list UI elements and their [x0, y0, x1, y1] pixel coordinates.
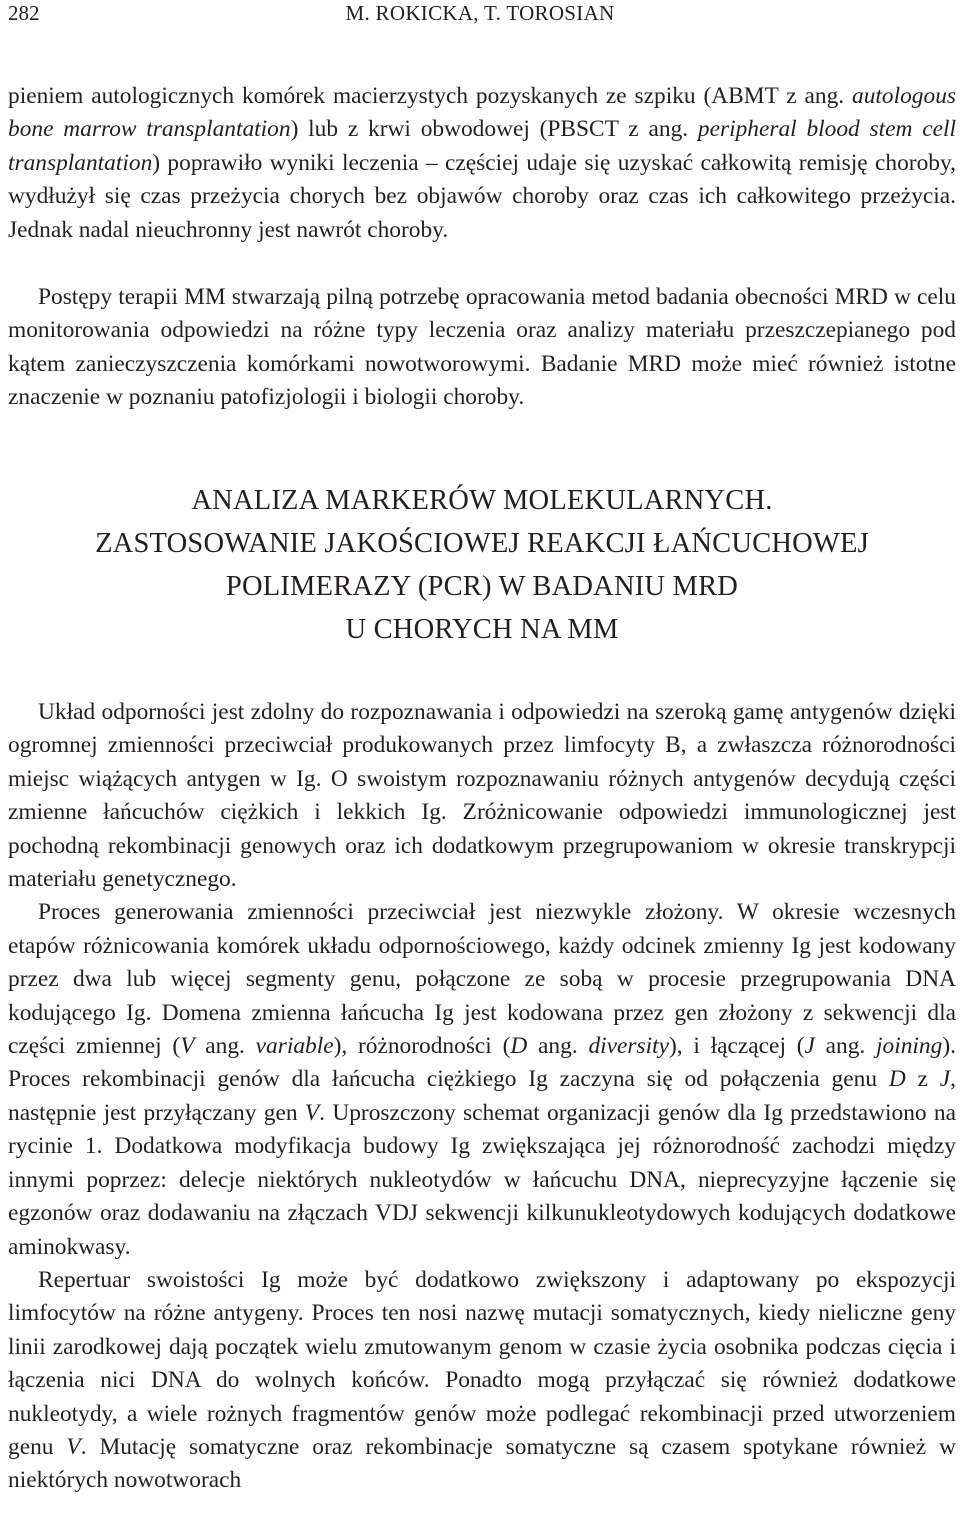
italic-term: diversity — [588, 1033, 669, 1060]
italic-term: D — [888, 1066, 906, 1093]
text-run: ), różnorodności ( — [333, 1033, 511, 1060]
text-run: ) lub z krwi obwodowej (PBSCT z ang. — [290, 116, 698, 143]
italic-term: J — [939, 1066, 951, 1093]
italic-term: joining — [876, 1033, 943, 1060]
text-run: Proces generowania zmienności przeciwciał jest niezwykle złożony. W okresie wczesnych etapów różnicowania komórek układu odpornościowego, każdy odcinek zmienny Ig jest kodowany przez dwa lub więcej segmenty genu, połączone ze sobą w procesie przegrupowania DNA kodującego Ig. Domena zmienna łańcucha Ig jest kodowana przez gen złożony z sekwencji dla części zmiennej ( — [8, 899, 956, 1060]
body-paragraph-1: Układ odporności jest zdolny do rozpoznawania i odpowiedzi na szeroką gamę antygenów dzięki ogromnej zmienności przeciwciał produkowanych przez limfocyty B, a zwłaszcza różnorodności miejsc wiążących antygen w Ig. O swoistym rozpoznawaniu różnych antygenów decydują części zmienne łańcuchów ciężkich i lekkich Ig. Zróżnicowanie odpowiedzi immunologicznej jest pochodną rekombinacji genowych oraz ich dodatkowym przegrupowaniom w okresie transkrypcji materiału genetycznego. — [8, 699, 956, 893]
section-heading-line: POLIMERAZY (PCR) W BADANIU MRD — [225, 571, 739, 602]
italic-term: J — [804, 1033, 815, 1060]
text-run: ang. — [527, 1033, 589, 1060]
text-run: z — [905, 1066, 940, 1093]
text-run: , następnie jest przyłączany gen — [8, 1066, 956, 1126]
italic-term: autologous bone marrow transplantation — [8, 83, 956, 143]
section-body — [8, 696, 956, 1498]
section-heading-line: ZASTOSOWANIE JAKOŚCIOWEJ REAKCJI ŁAŃCUCHOWEJ — [95, 528, 869, 559]
intro-paragraph-2: Postępy terapii MM stwarzają pilną potrzebę opracowania metod badania obecności MRD w celu monitorowania odpowiedzi na różne typy leczenia oraz analizy materiału przeszczepianego pod kątem zanieczyszczenia komórkami nowotworowymi. Badanie MRD może mieć również istotne znaczenie w poznaniu patofizjologii i biologii choroby. — [8, 284, 956, 411]
italic-term: V — [180, 1033, 195, 1060]
text-run: ) poprawiło wyniki leczenia – częściej udaje się uzyskać całkowitą remisję choroby, wydłużył się czas przeżycia chorych bez objawów choroby oraz czas ich całkowitego przeżycia. Jednak nadal nieuchronny jest nawrót choroby. — [8, 149, 956, 243]
italic-term: variable — [255, 1033, 334, 1060]
italic-term: V — [304, 1099, 320, 1126]
text-run: pieniem autologicznych komórek macierzystych pozyskanych ze szpiku (ABMT z ang. — [8, 83, 853, 109]
section-heading-line: U CHORYCH NA MM — [345, 614, 619, 645]
text-run: ), i łączącej ( — [668, 1033, 805, 1060]
intro-section-2 — [8, 281, 956, 415]
italic-term: peripheral blood stem cell transplantation — [8, 116, 956, 176]
body-paragraph-3 — [8, 1264, 956, 1498]
text-run: ). Proces rekombinacji genów dla łańcucha ciężkiego Ig zaczyna się od połączenia genu — [8, 1033, 956, 1093]
section-heading — [8, 479, 956, 651]
page-number: 282 — [8, 1, 40, 25]
text-run: . Uproszczony schemat organizacji genów dla Ig przedstawiono na rycinie 1. Dodatkowa modyfikacja budowy Ig zwiększająca jej różnorodność zachodzi między innymi poprzez: delecje niektórych nukleotydów w łańcuchu DNA, nieprecyzyjne łączenie się egzonów oraz dodawaniu na złączach VDJ sekwencji kilkunukleotydowych kodujących dodatkowe aminokwasy. — [8, 1099, 956, 1260]
body-paragraph-2 — [8, 896, 956, 1263]
intro-section — [8, 80, 956, 247]
text-run: . Mutację somatyczne oraz rekombinacje somatyczne są czasem spotykane również w niektórych nowotworach — [8, 1433, 956, 1494]
italic-term: D — [510, 1033, 528, 1060]
text-run: Repertuar swoistości Ig może być dodatkowo zwiększony i adaptowany po ekspozycji limfocytów na różne antygeny. Proces ten nosi nazwę mutacji somatycznych, kiedy nieliczne geny linii zarodkowej dają początek wielu zmutowanym genom w czasie życia osobnika podczas cięcia i łączenia nici DNA do wolnych końców. Ponadto mogą przyłączać się również dodatkowe nukleotydy, a wiele rożnych fragmentów genów może podlegać rekombinacji przed utworzeniem genu — [8, 1266, 956, 1460]
running-header — [8, 0, 952, 28]
section-heading-line: ANALIZA MARKERÓW MOLEKULARNYCH. — [191, 485, 773, 516]
intro-paragraph-1 — [8, 80, 956, 247]
italic-term: V — [66, 1433, 81, 1460]
text-run: ang. — [194, 1033, 256, 1060]
text-run: ang. — [814, 1033, 877, 1060]
running-header-authors: M. ROKICKA, T. TOROSIAN — [345, 1, 615, 25]
